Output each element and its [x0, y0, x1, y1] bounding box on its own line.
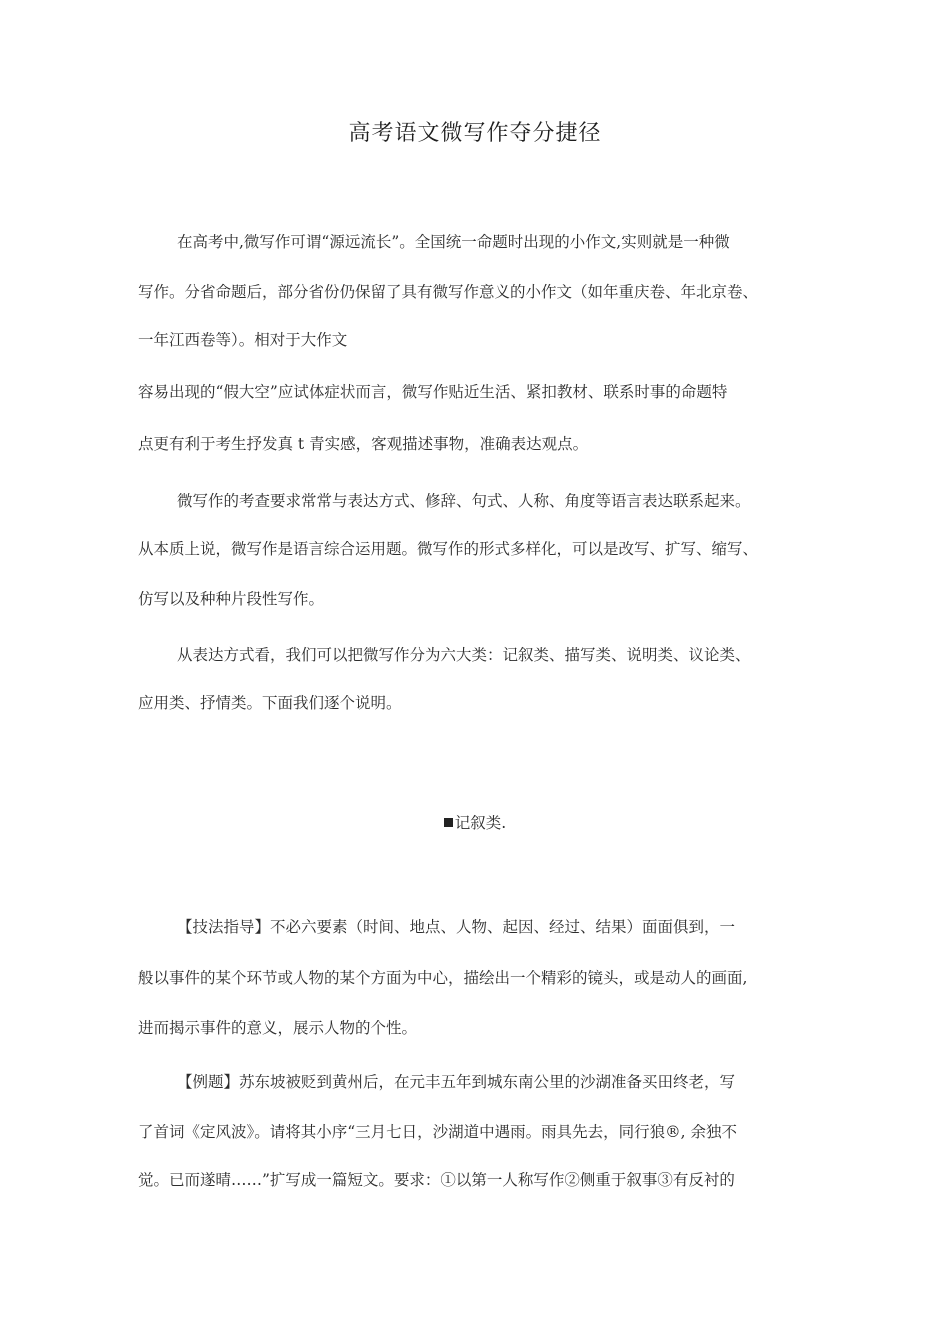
paragraph-line: 写作。分省命题后，部分省份仍保留了具有微写作意义的小作文（如年重庆卷、年北京卷、 [138, 283, 759, 301]
paragraph-line: 一年江西卷等）。相对于大作文 [138, 331, 348, 349]
paragraph-line: 仿写以及种种片段性写作。 [138, 590, 325, 608]
paragraph-line: 【技法指导】不必六要素（时间、地点、人物、起因、经过、结果）面面俱到，一 [177, 918, 736, 936]
section-heading [0, 811, 950, 835]
paragraph-line: 应用类、抒情类。下面我们逐个说明。 [138, 694, 402, 712]
paragraph-line: 从本质上说，微写作是语言综合运用题。微写作的形式多样化，可以是改写、扩写、缩写、 [138, 540, 759, 558]
paragraph-line: 在高考中,微写作可谓“源远流长”。全国统一命题时出现的小作文,实则就是一种微 [177, 233, 730, 251]
paragraph-line: 从表达方式看，我们可以把微写作分为六大类：记叙类、描写类、说明类、议论类、 [177, 646, 751, 664]
paragraph-line: 容易出现的“假大空”应试体症状而言，微写作贴近生活、紧扣教材、联系时事的命题特 [138, 383, 728, 401]
paragraph-line: 【例题】苏东坡被贬到黄州后，在元丰五年到城东南公里的沙湖准备买田终老，写 [177, 1073, 736, 1091]
paragraph-line: 般以事件的某个环节或人物的某个方面为中心，描绘出一个精彩的镜头，或是动人的画面, [138, 969, 748, 987]
paragraph-line: 了首词《定风波》。请将其小序“三月七日，沙湖道中遇雨。雨具先去，同行狼®, 余独不 [138, 1123, 738, 1141]
paragraph-line: 点更有利于考生抒发真 t 青实感，客观描述事物，准确表达观点。 [138, 435, 589, 453]
document-title: 高考语文微写作夺分捷径 [348, 121, 602, 146]
section-heading-text: 记叙类. [454, 814, 507, 832]
square-bullet-icon [444, 818, 453, 827]
paragraph-line: 进而揭示事件的意义，展示人物的个性。 [138, 1019, 418, 1037]
paragraph-line: 微写作的考查要求常常与表达方式、修辞、句式、人称、角度等语言表达联系起来。 [177, 492, 751, 510]
paragraph-line: 觉。已而遂晴……”扩写成一篇短文。要求：①以第一人称写作②侧重于叙事③有反衬的 [138, 1171, 735, 1189]
